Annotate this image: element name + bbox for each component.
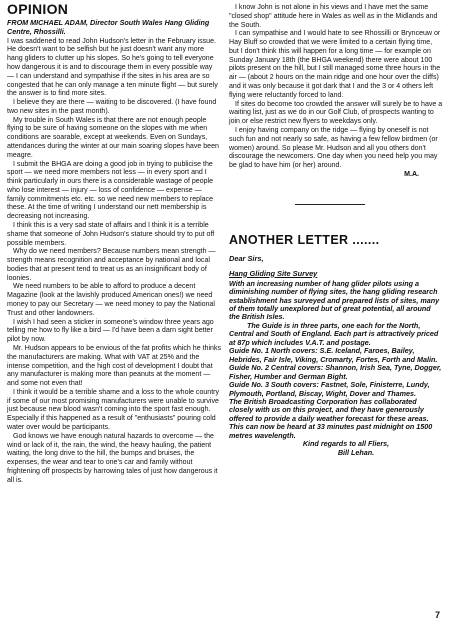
letter-closing: Kind regards to all Fliers, <box>302 439 390 449</box>
letter-paragraph: Guide No. 2 Central covers: Shannon, Irish Sea, Tyne, Dogger, Fisher, Humber and German Bight. <box>229 363 442 381</box>
left-column <box>7 0 221 485</box>
opinion-paragraph: I think this is a very sad state of affairs and I think it is a terrible shame that someone of John Hudson's stature should try to put off possible members. <box>7 222 215 247</box>
opinion-paragraph: Why do we need members? Because numbers mean strength — strength means recognition and acceptance by national and local bodies that at present tend to treat us as an insignificant body of loonies. <box>7 248 216 282</box>
letter-paragraph: The British Broadcasting Corporation has collaborated closely with us on this project, and they have generously offered to provide a daily weather forecast for these areas. This can now be heard at 33 minutes past midnight on 1500 metres wavelength. <box>229 396 433 440</box>
letter-salutation: Dear Sirs, <box>229 253 264 263</box>
letter-heading: ANOTHER LETTER ....... <box>229 232 380 247</box>
opinion-paragraph: We need numbers to be able to afford to produce a decent Magazine (look at the lavishly produced American ones!) we need money to pay our Secretary — we need money to pay the National Trust and other landowners. <box>7 283 215 317</box>
letter-paragraph: Guide No. 1 North covers: S.E. Iceland, Faroes, Bailey, Hebrides, Fair Isle, Viking, Cromarty, Fortes, Forth and Malin. <box>229 346 438 364</box>
opinion-byline: FROM MICHAEL ADAM, Director South Wales Hang Gliding Centre, Rhossilli. <box>7 18 210 36</box>
opinion-paragraph: I can sympathise and I would hate to see Rhossilli or Brynceuw or Hay Bluff so crowded that we were limited to a certain flying time, but I don't think this will happen for a long time — for example on Sunday January 18th (the BHGA weekend) there were about 100 pilots present on the hill, but I still managed some three hours in the air — (about 2 hours on the main ridge and one hour over the cliffs) and it was only because it got dark that I and the 3 or 4 others left flying were reluctantly forced to land. <box>229 30 441 99</box>
page-number: 7 <box>434 610 440 620</box>
opinion-heading: OPINION <box>7 1 69 17</box>
letter-signer: Bill Lehan. <box>337 447 375 457</box>
right-column <box>229 0 443 457</box>
opinion-paragraph: I know John is not alone in his views and I have met the same "closed shop" attitude here in Wales as well as in the Midlands and the South. <box>229 4 438 29</box>
letter-paragraph: With an increasing number of hang glider pilots using a diminishing number of flying sites, the hang gliding research establishment has surveyed and prepared lists of sites, many of them totally unexplored but of great potential, all around the British Isles. <box>229 278 440 322</box>
opinion-paragraph: My trouble in South Wales is that there are not enough people flying to be sure of having someone on the slopes with me when conditions are soarable, except at weekends. Even on Sundays, attendances during the winter at our main soaring slopes have been meagre. <box>7 116 219 159</box>
letter-paragraph: The Guide is in three parts, one each for the North, Central and South of England. Each part is attractively priced at 87p which includes V.A.T. and postage. <box>229 320 439 347</box>
opinion-paragraph: I was saddened to read John Hudson's letter in the February issue. He doesn't want to be selfish but he just doesn't want any more hang gliders to clutter up his slopes. So he's going to tell everyone how dangerous it is and to discourage them in every possible way — I can understand and sympathise if the sites in his area are so congested that he can only manage a ten minute flight — but surely the answer is to find more sites. <box>7 37 218 98</box>
opinion-paragraph: God knows we have enough natural hazards to overcome — the wind or lack of it, the rain, the wind, the heavy hauling, the patient waiting, the long drive to the hill, the bumps and bruises, the expenses, the wear and tear to one's car and family without frightening off prospects by harrowing tales of just how dangerous it all is. <box>7 432 218 484</box>
letter-subject: Hang Gliding Site Survey <box>229 268 318 278</box>
opinion-paragraph: I wish I had seen a sticker in someone's window three years ago telling me how to fly like a bird — I'd have been a darn sight better pilot by now. <box>7 318 214 344</box>
opinion-paragraph: Mr. Hudson appears to be envious of the fat profits which he thinks the manufacturers are making. What with VAT at 25% and the intense competition, and the high cost of development I doubt that any manufacturer is making more than peanuts at the moment — and some not even that! <box>7 344 222 388</box>
opinion-paragraph: I think it would be a terrible shame and a loss to the whole country if some of our most promising manufacturers were unable to survive just because new blood wasn't coming into the sport fast enough. Especially if this happened as a result of "enthusiasts" pouring cold water over would be participants. <box>7 388 220 431</box>
opinion-paragraph: I submit the BHGA are doing a good job in trying to publicise the sport — we need more members not less — in every sport and I think particularly in ours there is a considerable wastage of people who lose interest — injury — loss of confidence — expense — family commitments etc. etc. so we need new members to replace these. At the time of writing I understand our nett membership is decreasing not increasing. <box>7 160 214 221</box>
opinion-paragraph: I enjoy having company on the ridge — flying by oneself is not such fun and not nearly so safe, as having a few fellow birdmen (or women) around. So please Mr. Hudson and all you others don't discourage the newcomers. One day when you need help you may be glad to have him (or her) around. <box>229 126 438 170</box>
opinion-signature: M.A. <box>404 170 419 178</box>
letter-paragraph: Guide No. 3 South covers: Fastnet, Sole, Finisterre, Lundy, Plymouth, Portland, Biscay, Wight, Dover and Thames. <box>229 380 430 398</box>
opinion-paragraph: I believe they are there — waiting to be discovered. (I have found two new sites in the past month). <box>7 99 217 115</box>
section-divider <box>295 204 365 205</box>
opinion-paragraph: If sites do become too crowded the answer will surely be to have a waiting list, just as we do in our Golf Club, of prospects wanting to join or else restrict new flyers to weekdays only. <box>229 100 443 126</box>
